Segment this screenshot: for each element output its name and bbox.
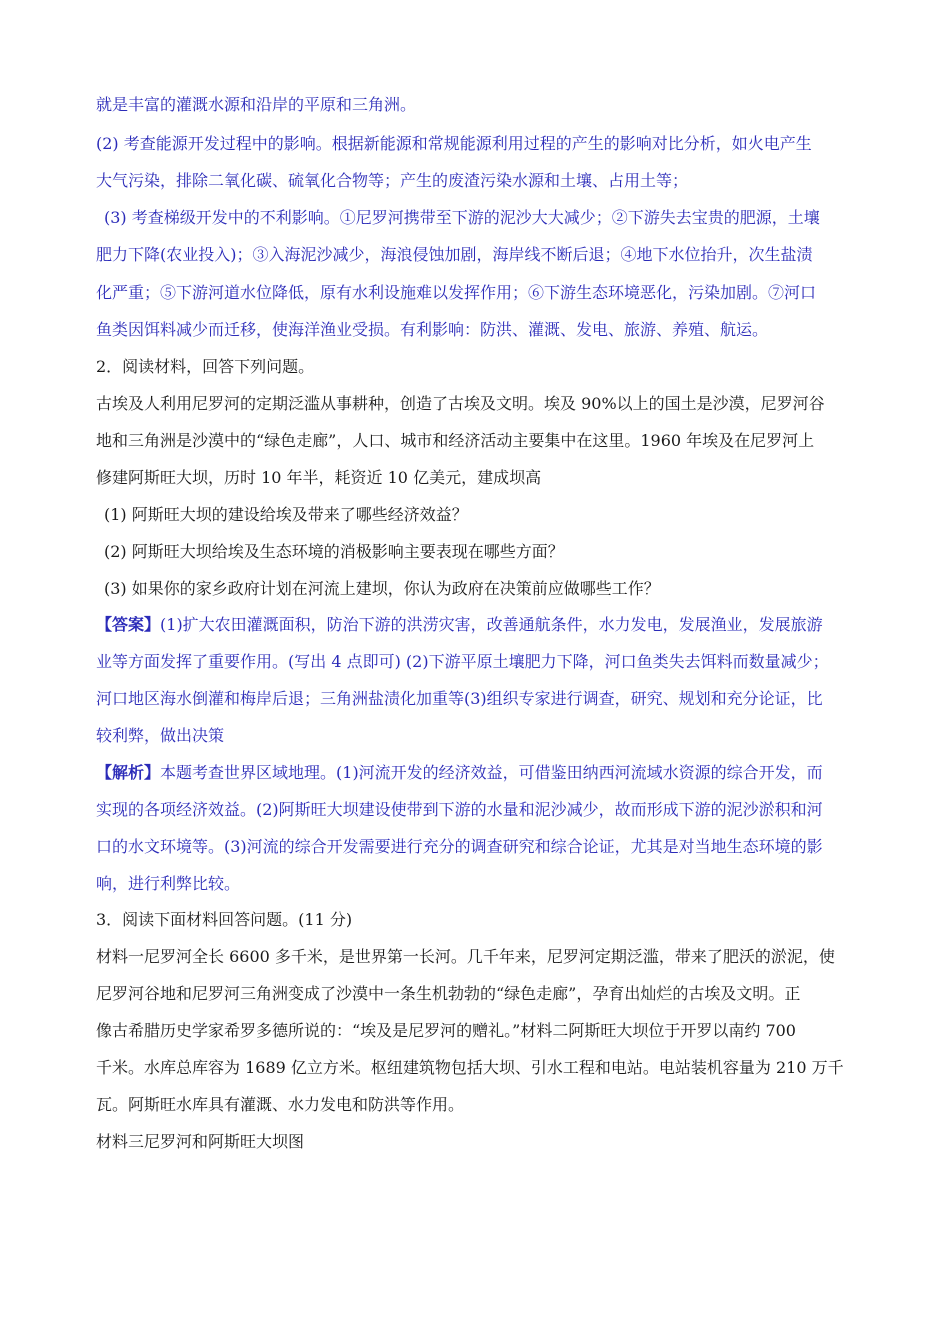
text-line: 像古希腊历史学家希罗多德所说的：“埃及是尼罗河的赠礼。”材料二阿斯旺大坝位于开罗以南约 700 xyxy=(96,1021,796,1040)
text-line: 鱼类因饵料减少而迁移，使海洋渔业受损。有利影响：防洪、灌溉、发电、旅游、养殖、航运。 xyxy=(96,320,769,339)
answer-line xyxy=(96,614,823,636)
text-line: 实现的各项经济效益。(2)阿斯旺大坝建设使带到下游的水量和泥沙减少，故而形成下游的泥沙淤积和河 xyxy=(96,800,823,819)
explanation-tag: 【解析】 xyxy=(96,763,161,782)
text-line: 较利弊，做出决策 xyxy=(96,726,225,745)
question-heading: 2．阅读材料，回答下列问题。 xyxy=(96,357,315,376)
text-line: 就是丰富的灌溉水源和沿岸的平原和三角洲。 xyxy=(96,95,417,114)
explanation-line xyxy=(96,762,823,784)
text-line: 材料三尼罗河和阿斯旺大坝图 xyxy=(96,1132,305,1151)
text-line: 古埃及人利用尼罗河的定期泛滥从事耕种，创造了古埃及文明。埃及 90%以上的国土是沙漠，尼罗河谷 xyxy=(96,394,825,413)
sub-question: (1) 阿斯旺大坝的建设给埃及带来了哪些经济效益？ xyxy=(104,505,468,524)
text-line: (2) 考查能源开发过程中的影响。根据新能源和常规能源利用过程的产生的影响对比分析，如火电产生 xyxy=(96,134,812,153)
text-line: 口的水文环境等。(3)河流的综合开发需要进行充分的调查研究和综合论证，尤其是对当地生态环境的影 xyxy=(96,837,823,856)
text-line: 河口地区海水倒灌和梅岸后退；三角洲盐渍化加重等(3)组织专家进行调查，研究、规划和充分论证，比 xyxy=(96,689,823,708)
answer-text: (1)扩大农田灌溉面积，防治下游的洪涝灾害，改善通航条件，水力发电，发展渔业，发展旅游 xyxy=(160,615,823,634)
answer-tag: 【答案】 xyxy=(96,615,161,634)
sub-question: (2) 阿斯旺大坝给埃及生态环境的消极影响主要表现在哪些方面？ xyxy=(104,542,564,561)
text-line: 尼罗河谷地和尼罗河三角洲变成了沙漠中一条生机勃勃的“绿色走廊”，孕育出灿烂的古埃及文明。正 xyxy=(96,984,801,1003)
text-line: 地和三角洲是沙漠中的“绿色走廊”，人口、城市和经济活动主要集中在这里。1960 年埃及在尼罗河上 xyxy=(96,431,815,450)
text-line: 化严重；⑤下游河道水位降低，原有水利设施难以发挥作用；⑥下游生态环境恶化，污染加剧。⑦河口 xyxy=(96,283,817,302)
explanation-text: 本题考查世界区域地理。(1)河流开发的经济效益，可借鉴田纳西河流域水资源的综合开发，而 xyxy=(160,763,823,782)
text-line: 瓦。阿斯旺水库具有灌溉、水力发电和防洪等作用。 xyxy=(96,1095,465,1114)
text-line: 业等方面发挥了重要作用。(写出 4 点即可) (2)下游平原土壤肥力下降，河口鱼类失去饵料而数量减少； xyxy=(96,652,829,671)
text-line: 大气污染，排除二氧化碳、硫氧化合物等；产生的废渣污染水源和土壤、占用土等； xyxy=(96,171,689,190)
text-line: 材料一尼罗河全长 6600 多千米，是世界第一长河。几千年来，尼罗河定期泛滥，带来了肥沃的淤泥，使 xyxy=(96,947,835,966)
question-heading: 3．阅读下面材料回答问题。(11 分) xyxy=(96,910,353,929)
sub-question: (3) 如果你的家乡政府计划在河流上建坝，你认为政府在决策前应做哪些工作？ xyxy=(104,579,660,598)
text-line: 响，进行利弊比较。 xyxy=(96,874,241,893)
text-line: 肥力下降(农业投入)；③入海泥沙减少，海浪侵蚀加剧，海岸线不断后退；④地下水位抬升，次生盐渍 xyxy=(96,245,813,264)
text-line: (3) 考查梯级开发中的不利影响。①尼罗河携带至下游的泥沙大大减少；②下游失去宝贵的肥源，土壤 xyxy=(104,208,820,227)
text-line: 千米。水库总库容为 1689 亿立方米。枢纽建筑物包括大坝、引水工程和电站。电站装机容量为 210 万千 xyxy=(96,1058,844,1077)
text-line: 修建阿斯旺大坝，历时 10 年半，耗资近 10 亿美元，建成坝高 xyxy=(96,468,542,487)
